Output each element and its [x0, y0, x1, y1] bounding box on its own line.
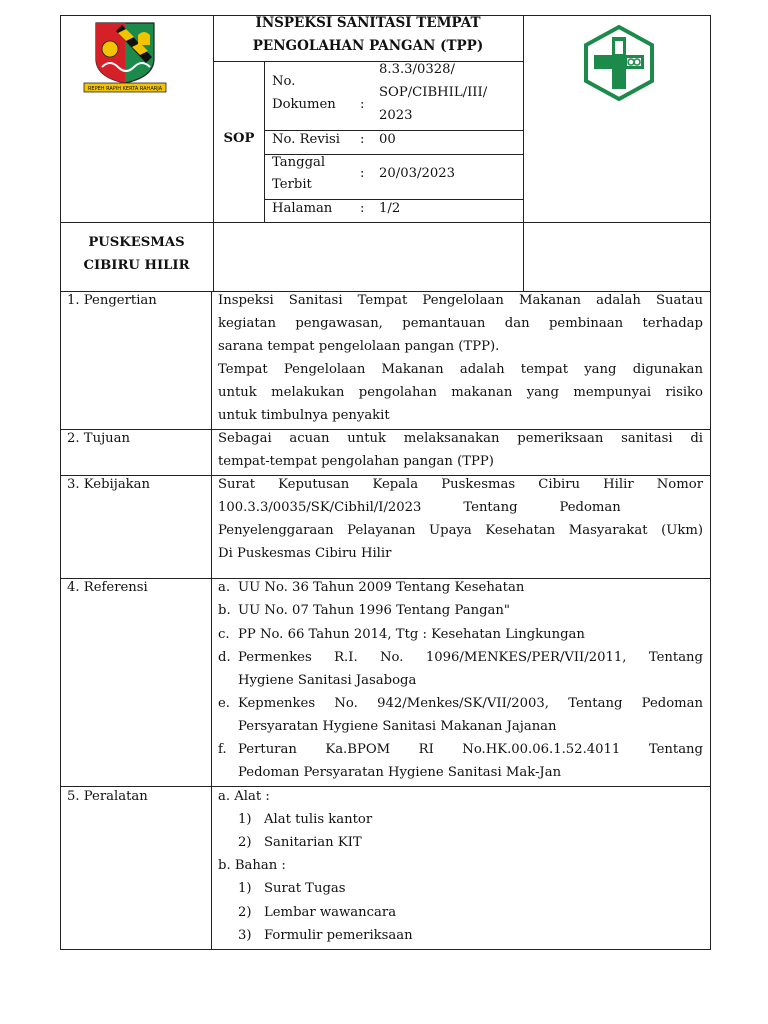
grid-line	[264, 61, 265, 222]
no-dokumen-value: 8.3.3/0328/	[379, 62, 456, 77]
no-dokumen-value: 2023	[379, 108, 413, 123]
pengertian-text: untuk timbulnya penyakit	[218, 408, 390, 423]
referensi-marker: a.	[218, 580, 231, 595]
document-title-line1: INSPEKSI SANITASI TEMPAT	[255, 15, 481, 31]
referensi-marker: d.	[218, 650, 231, 665]
grid-line	[60, 222, 711, 223]
bahan-item: Surat Tugas	[264, 881, 346, 896]
kebijakan-text: Di Puskesmas Cibiru Hilir	[218, 546, 392, 561]
organization-name: PUSKESMAS	[88, 235, 185, 250]
grid-line	[523, 15, 524, 292]
bahan-marker: 2)	[238, 905, 252, 920]
referensi-item: Persyaratan Hygiene Sanitasi Makanan Jajanan	[238, 719, 557, 734]
referensi-item: UU No. 07 Tahun 1996 Tentang Pangan"	[238, 603, 510, 618]
referensi-item: Permenkes R.I. No. 1096/MENKES/PER/VII/2011, Tentang	[238, 650, 703, 665]
referensi-marker: e.	[218, 696, 230, 711]
no-dokumen-label: Dokumen	[272, 97, 336, 112]
referensi-marker: f.	[218, 742, 227, 757]
bahan-item: Formulir pemeriksaan	[264, 928, 413, 943]
halaman-label: Halaman	[272, 201, 333, 216]
no-dokumen-value: SOP/CIBHIL/III/	[379, 85, 488, 100]
document-title-line2: PENGOLAHAN PANGAN (TPP)	[252, 38, 484, 54]
bahan-marker: 1)	[238, 881, 252, 896]
field-colon: :	[360, 132, 365, 147]
kebijakan-text: 100.3.3/0035/SK/Cibhil/I/2023 Tentang Pedoman	[218, 500, 621, 515]
referensi-item: Pedoman Persyaratan Hygiene Sanitasi Mak-Jan	[238, 765, 562, 780]
tujuan-text: Sebagai acuan untuk melaksanakan pemeriksaan sanitasi di	[218, 431, 703, 446]
grid-line	[211, 291, 212, 950]
section-label-tujuan: 2. Tujuan	[67, 431, 131, 446]
kabupaten-bandung-emblem-icon	[82, 19, 168, 95]
grid-line	[213, 61, 523, 62]
bahan-item: Lembar wawancara	[264, 905, 397, 920]
referensi-marker: b.	[218, 603, 231, 618]
referensi-item: Kepmenkes No. 942/Menkes/SK/VII/2003, Tentang Pedoman	[238, 696, 703, 711]
pengertian-text: untuk melakukan pengolahan makanan yang mempunyai risiko	[218, 385, 703, 400]
kebijakan-text: Penyelenggaraan Pelayanan Upaya Kesehatan Masyarakat (Ukm)	[218, 523, 703, 538]
bahan-marker: 3)	[238, 928, 252, 943]
kebijakan-text: Surat Keputusan Kepala Puskesmas Cibiru Hilir Nomor	[218, 477, 703, 492]
referensi-item: UU No. 36 Tahun 2009 Tentang Kesehatan	[238, 580, 525, 595]
pengertian-text: sarana tempat pengelolaan pangan (TPP).	[218, 339, 500, 354]
alat-item: Sanitarian KIT	[264, 835, 362, 850]
section-label-kebijakan: 3. Kebijakan	[67, 477, 151, 492]
alat-marker: 2)	[238, 835, 252, 850]
section-label-peralatan: 5. Peralatan	[67, 789, 148, 804]
pengertian-text: Inspeksi Sanitasi Tempat Pengelolaan Makanan adalah Suatau	[218, 293, 703, 308]
referensi-item: Perturan Ka.BPOM RI No.HK.00.06.1.52.4011 Tentang	[238, 742, 703, 757]
logo-motto-text: REPEH RAPIH KERTA RAHARJA	[87, 86, 163, 92]
bahan-heading: b. Bahan :	[218, 858, 286, 873]
pengertian-text: Tempat Pengelolaan Makanan adalah tempat yang digunakan	[218, 362, 703, 377]
tanggal-terbit-label: Tanggal	[272, 155, 326, 170]
referensi-marker: c.	[218, 627, 230, 642]
referensi-item: PP No. 66 Tahun 2014, Ttg : Kesehatan Lingkungan	[238, 627, 585, 642]
tujuan-text: tempat-tempat pengolahan pangan (TPP)	[218, 454, 494, 469]
referensi-item: Hygiene Sanitasi Jasaboga	[238, 673, 417, 688]
alat-marker: 1)	[238, 812, 252, 827]
no-revisi-label: No. Revisi	[272, 132, 341, 147]
field-colon: :	[360, 97, 365, 112]
section-label-referensi: 4. Referensi	[67, 580, 148, 595]
sop-label: SOP	[223, 131, 255, 146]
no-dokumen-label: No.	[272, 74, 296, 89]
section-label-pengertian: 1. Pengertian	[67, 293, 157, 308]
alat-heading: a. Alat :	[218, 789, 270, 804]
no-revisi-value: 00	[379, 132, 396, 147]
field-colon: :	[360, 201, 365, 216]
puskesmas-cross-icon	[582, 25, 656, 101]
halaman-value: 1/2	[379, 201, 401, 216]
grid-line	[60, 786, 711, 787]
tanggal-terbit-value: 20/03/2023	[379, 166, 456, 181]
organization-name: CIBIRU HILIR	[83, 258, 190, 273]
tanggal-terbit-label: Terbit	[272, 177, 312, 192]
alat-item: Alat tulis kantor	[264, 812, 373, 827]
field-colon: :	[360, 166, 365, 181]
pengertian-text: kegiatan pengawasan, pemantauan dan pembinaan terhadap	[218, 316, 703, 331]
